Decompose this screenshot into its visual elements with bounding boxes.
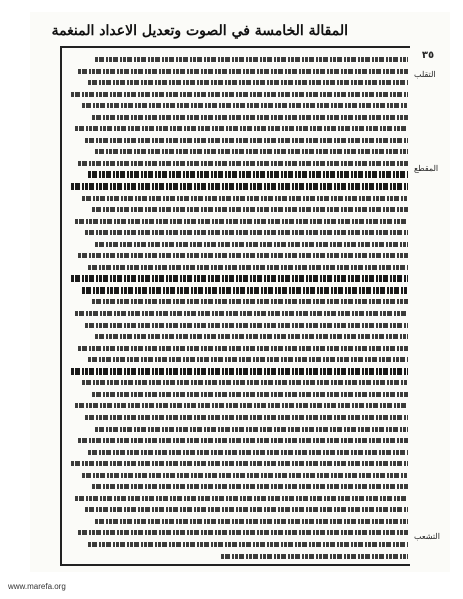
handwritten-text-line [68, 135, 408, 146]
ink-stroke [95, 149, 408, 154]
ink-stroke [92, 484, 408, 489]
handwritten-text-line [68, 470, 408, 481]
ink-stroke [82, 287, 408, 294]
site-watermark: www.marefa.org [8, 582, 66, 591]
ink-stroke [92, 207, 408, 212]
handwritten-text-line [68, 366, 408, 377]
handwritten-text-line [68, 331, 408, 342]
ink-stroke [85, 323, 408, 328]
handwritten-text-line [68, 539, 408, 550]
margin-note: المقطع [414, 164, 439, 173]
handwritten-text-line [68, 239, 408, 250]
margin-note: التشعب [414, 532, 440, 541]
handwritten-text-line [68, 216, 408, 227]
handwritten-text-line [68, 273, 408, 284]
handwritten-text-line [68, 285, 408, 296]
handwritten-text-line [68, 516, 408, 527]
ink-stroke [92, 392, 408, 397]
ink-stroke [78, 161, 408, 166]
ink-stroke [71, 275, 408, 282]
ink-stroke [71, 368, 408, 375]
ink-stroke [88, 357, 408, 362]
handwritten-text-line [68, 296, 408, 307]
handwritten-text-line [68, 412, 408, 423]
handwritten-text-line [68, 112, 408, 123]
handwritten-text-line [68, 493, 408, 504]
ink-stroke [78, 530, 408, 535]
ink-stroke [85, 507, 408, 512]
handwritten-text-line [68, 377, 408, 388]
ink-stroke [78, 346, 408, 351]
page-number: ٣٥ [421, 50, 435, 61]
ink-stroke [95, 242, 408, 247]
ink-stroke [71, 183, 408, 190]
handwritten-text-line [68, 181, 408, 192]
handwritten-text-line [68, 169, 408, 180]
ink-stroke [85, 415, 408, 420]
ink-stroke [75, 496, 408, 501]
manuscript-page [30, 12, 450, 572]
ink-stroke [82, 473, 408, 478]
ink-stroke [82, 380, 408, 385]
handwritten-text-line [68, 89, 408, 100]
ink-stroke [221, 554, 408, 559]
ink-stroke [75, 126, 408, 131]
handwritten-text-line [68, 343, 408, 354]
ink-stroke [78, 253, 408, 258]
ink-stroke [71, 461, 408, 466]
ink-stroke [71, 92, 408, 97]
manuscript-text-block [68, 54, 408, 562]
handwritten-text-line [68, 227, 408, 238]
handwritten-text-line [68, 193, 408, 204]
handwritten-text-line [68, 100, 408, 111]
handwritten-text-line [68, 262, 408, 273]
handwritten-text-line [68, 551, 408, 562]
handwritten-text-line [68, 308, 408, 319]
ink-stroke [95, 427, 408, 432]
ink-stroke [75, 403, 408, 408]
handwritten-text-line [68, 354, 408, 365]
handwritten-text-line [68, 54, 408, 65]
ink-stroke [85, 138, 408, 143]
handwritten-text-line [68, 447, 408, 458]
ink-stroke [75, 219, 408, 224]
handwritten-text-line [68, 389, 408, 400]
page-header-title: المقالة الخامسة في الصوت وتعديل الاعداد المنغمة [51, 23, 348, 39]
handwritten-text-line [68, 123, 408, 134]
ink-stroke [75, 311, 408, 316]
ink-stroke [82, 196, 408, 201]
handwritten-text-line [68, 435, 408, 446]
ink-stroke [92, 299, 408, 304]
handwritten-text-line [68, 320, 408, 331]
frame-bottom-rule [60, 564, 410, 566]
handwritten-text-line [68, 146, 408, 157]
handwritten-text-line [68, 400, 408, 411]
margin-note: التقلب [414, 70, 436, 79]
handwritten-text-line [68, 527, 408, 538]
handwritten-text-line [68, 481, 408, 492]
ink-stroke [78, 69, 408, 74]
ink-stroke [88, 80, 408, 85]
handwritten-text-line [68, 458, 408, 469]
handwritten-text-line [68, 77, 408, 88]
ink-stroke [88, 542, 408, 547]
handwritten-text-line [68, 424, 408, 435]
ink-stroke [85, 230, 408, 235]
handwritten-text-line [68, 250, 408, 261]
handwritten-text-line [68, 504, 408, 515]
ink-stroke [95, 57, 408, 62]
ink-stroke [78, 438, 408, 443]
handwritten-text-line [68, 66, 408, 77]
ink-stroke [88, 450, 408, 455]
handwritten-text-line [68, 204, 408, 215]
ink-stroke [92, 115, 408, 120]
frame-top-rule [60, 46, 410, 48]
ink-stroke [88, 171, 408, 178]
ink-stroke [88, 265, 408, 270]
ink-stroke [95, 334, 408, 339]
handwritten-text-line [68, 158, 408, 169]
frame-left-rule [60, 46, 62, 566]
ink-stroke [82, 103, 408, 108]
ink-stroke [95, 519, 408, 524]
